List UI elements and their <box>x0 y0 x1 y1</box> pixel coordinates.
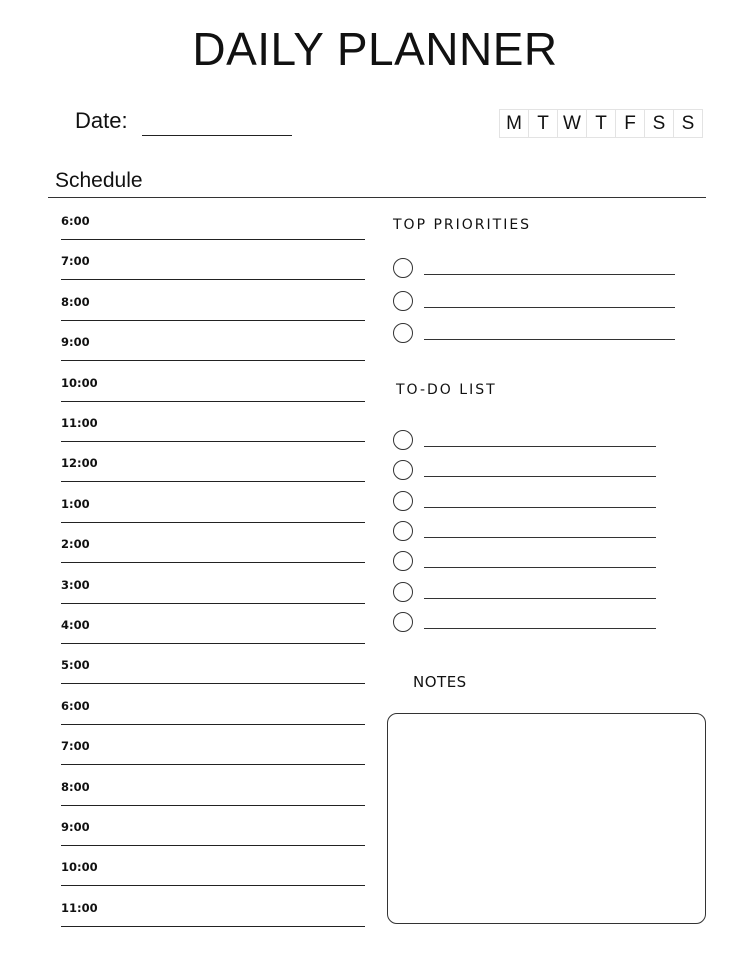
schedule-slot[interactable] <box>61 820 365 860</box>
checkbox-circle-icon[interactable] <box>393 460 413 480</box>
checkbox-circle-icon[interactable] <box>393 521 413 541</box>
schedule-slot[interactable] <box>61 658 365 698</box>
schedule-time: 3:00 <box>61 577 90 592</box>
schedule-line[interactable] <box>61 401 365 402</box>
schedule-time: 4:00 <box>61 618 90 632</box>
priority-line[interactable] <box>424 307 675 308</box>
schedule-slot[interactable] <box>61 537 365 577</box>
todo-line[interactable] <box>424 537 656 538</box>
schedule-line[interactable] <box>61 683 365 684</box>
schedule-divider <box>48 197 706 198</box>
schedule-slot[interactable] <box>61 780 365 820</box>
schedule-line[interactable] <box>61 926 365 927</box>
checkbox-circle-icon[interactable] <box>393 582 413 602</box>
schedule-line[interactable] <box>61 360 365 361</box>
schedule-slot[interactable] <box>61 416 365 456</box>
schedule-line[interactable] <box>61 764 365 765</box>
weekday-sunday[interactable]: S <box>681 113 695 134</box>
schedule-slot[interactable] <box>61 618 365 658</box>
page-title: DAILY PLANNER <box>192 23 558 75</box>
schedule-time: 9:00 <box>61 820 90 834</box>
schedule-line[interactable] <box>61 239 365 240</box>
schedule-line[interactable] <box>61 603 365 604</box>
checkbox-circle-icon[interactable] <box>393 291 413 311</box>
schedule-time: 8:00 <box>61 779 90 794</box>
schedule-line[interactable] <box>61 885 365 886</box>
checkbox-circle-icon[interactable] <box>393 258 413 278</box>
schedule-slot[interactable] <box>61 295 365 335</box>
notes-box[interactable] <box>387 713 706 924</box>
todo-line[interactable] <box>424 476 656 477</box>
weekday-selector <box>499 109 703 138</box>
schedule-line[interactable] <box>61 522 365 523</box>
schedule-time: 10:00 <box>61 860 98 875</box>
top-priorities-heading: TOP PRIORITIES <box>393 217 532 233</box>
schedule-slot[interactable] <box>61 860 365 900</box>
schedule-time: 6:00 <box>61 214 90 228</box>
schedule-line[interactable] <box>61 481 365 482</box>
checkbox-circle-icon[interactable] <box>393 612 413 632</box>
priority-line[interactable] <box>424 274 675 275</box>
schedule-line[interactable] <box>61 845 365 846</box>
schedule-time: 1:00 <box>61 496 90 511</box>
schedule-slot[interactable] <box>61 254 365 294</box>
schedule-slot[interactable] <box>61 497 365 537</box>
schedule-line[interactable] <box>61 441 365 442</box>
schedule-slot[interactable] <box>61 699 365 739</box>
checkbox-circle-icon[interactable] <box>393 323 413 343</box>
schedule-time: 8:00 <box>61 294 90 309</box>
schedule-slot[interactable] <box>61 578 365 618</box>
schedule-line[interactable] <box>61 562 365 563</box>
schedule-time: 7:00 <box>61 254 90 269</box>
weekday-saturday[interactable]: S <box>645 110 674 137</box>
priority-line[interactable] <box>424 339 675 340</box>
checkbox-circle-icon[interactable] <box>393 491 413 511</box>
todo-line[interactable] <box>424 567 656 568</box>
todo-line[interactable] <box>424 507 656 508</box>
weekday-thursday[interactable]: T <box>587 110 616 137</box>
schedule-slot[interactable] <box>61 456 365 496</box>
date-field-line[interactable] <box>142 135 292 136</box>
schedule-time: 2:00 <box>61 537 90 552</box>
schedule-slot[interactable] <box>61 901 365 941</box>
schedule-slot[interactable] <box>61 214 365 254</box>
todo-line[interactable] <box>424 628 656 629</box>
weekday-monday[interactable]: M <box>500 110 529 137</box>
schedule-heading: Schedule <box>55 169 143 192</box>
schedule-slot[interactable] <box>61 739 365 779</box>
todo-heading: TO-DO LIST <box>396 382 497 398</box>
checkbox-circle-icon[interactable] <box>393 430 413 450</box>
schedule-slot[interactable] <box>61 335 365 375</box>
schedule-time: 11:00 <box>61 416 98 430</box>
schedule-time: 11:00 <box>61 900 98 915</box>
schedule-time: 6:00 <box>61 698 90 713</box>
schedule-time: 12:00 <box>61 456 98 471</box>
weekday-wednesday[interactable]: W <box>558 110 587 137</box>
schedule-line[interactable] <box>61 279 365 280</box>
notes-heading: NOTES <box>413 673 467 691</box>
schedule-time: 10:00 <box>61 375 98 390</box>
schedule-time: 9:00 <box>61 335 90 350</box>
weekday-tuesday[interactable]: T <box>529 110 558 137</box>
checkbox-circle-icon[interactable] <box>393 551 413 571</box>
todo-line[interactable] <box>424 598 656 599</box>
schedule-slot[interactable] <box>61 376 365 416</box>
schedule-time: 7:00 <box>61 739 90 754</box>
schedule-line[interactable] <box>61 643 365 644</box>
weekday-friday[interactable]: F <box>616 110 645 137</box>
todo-line[interactable] <box>424 446 656 447</box>
date-label: Date: <box>75 108 128 133</box>
schedule-line[interactable] <box>61 724 365 725</box>
schedule-time: 5:00 <box>61 658 90 673</box>
schedule-line[interactable] <box>61 320 365 321</box>
schedule-line[interactable] <box>61 805 365 806</box>
